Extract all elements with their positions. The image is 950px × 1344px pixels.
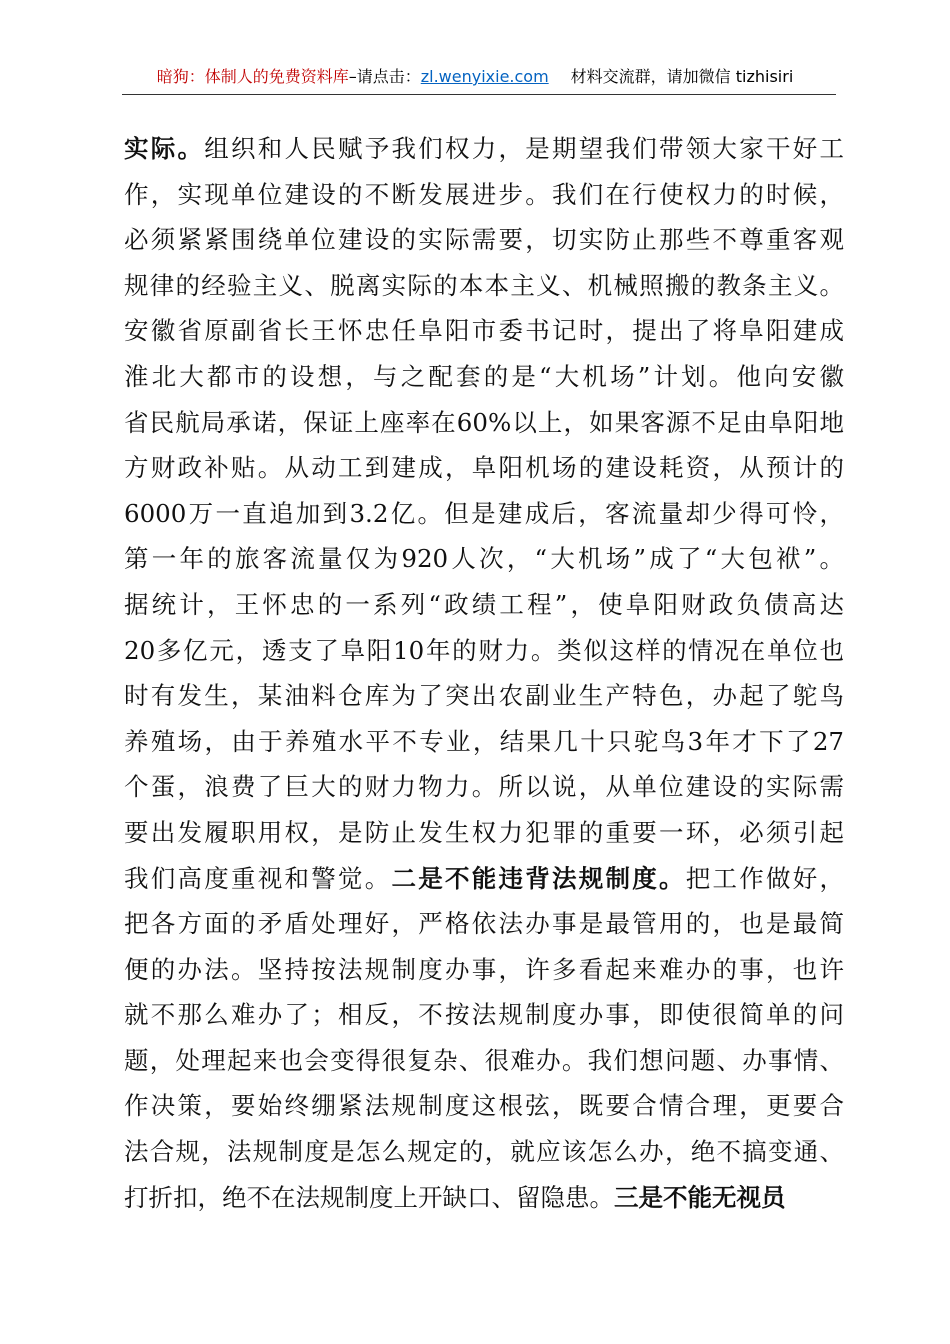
text-line: 必须紧紧围绕单位建设的实际需要，切实防止那些不尊重客观	[124, 225, 844, 255]
text-line: 就不那么难办了；相反，不按法规制度办事，即使很简单的问	[124, 1000, 844, 1030]
text-line: 便的办法。坚持按法规制度办事，许多看起来难办的事，也许	[124, 954, 844, 984]
text-line: 第一年的旅客流量仅为920人次，“大机场”成了“大包袱”。	[124, 544, 844, 574]
text-line: 我们高度重视和警觉。二是不能违背法规制度。把工作做好，	[124, 863, 844, 893]
text-line: 时有发生，某油料仓库为了突出农副业生产特色，办起了鸵鸟	[124, 681, 844, 711]
header-site-link[interactable]: zl.wenyixie.com	[420, 67, 549, 86]
bold-heading: 实际。	[124, 134, 205, 163]
text-line: 据统计，王怀忠的一系列“政绩工程”，使阜阳财政负债高达	[124, 589, 844, 619]
text-line: 作决策，要始终绷紧法规制度这根弦，既要合情合理，更要合	[124, 1091, 844, 1121]
text-line: 作，实现单位建设的不断发展进步。我们在行使权力的时候，	[124, 179, 844, 209]
text-line: 淮北大都市的设想，与之配套的是“大机场”计划。他向安徽	[124, 361, 844, 391]
text-line: 20多亿元，透支了阜阳10年的财力。类似这样的情况在单位也	[124, 635, 844, 665]
text-line: 把各方面的矛盾处理好，严格依法办事是最管用的，也是最简	[124, 909, 844, 939]
text-line: 养殖场，由于养殖水平不专业，结果几十只驼鸟3年才下了27	[124, 726, 844, 756]
text-line: 方财政补贴。从动工到建成，阜阳机场的建设耗资，从预计的	[124, 453, 844, 483]
page-header	[0, 64, 950, 90]
text-line: 题，处理起来也会变得很复杂、很难办。我们想问题、办事情、	[124, 1045, 844, 1075]
text-line: 省民航局承诺，保证上座率在60%以上，如果客源不足由阜阳地	[124, 407, 844, 437]
document-body	[124, 126, 844, 1220]
text-line: 安徽省原副省长王怀忠任阜阳市委书记时，提出了将阜阳建成	[124, 316, 844, 346]
header-divider	[122, 94, 836, 95]
header-click-prompt: –请点击：	[348, 67, 421, 86]
text-line: 实际。组织和人民赋予我们权力，是期望我们带领大家干好工	[124, 134, 844, 163]
text-line: 个蛋，浪费了巨大的财力物力。所以说，从单位建设的实际需	[124, 772, 844, 802]
header-group-text: 材料交流群，请加微信 tizhisiri	[570, 67, 794, 86]
bold-heading: 三是不能无视员	[614, 1182, 786, 1212]
text-line: 规律的经验主义、脱离实际的本本主义、机械照搬的教条主义。	[124, 270, 844, 300]
text-line: 要出发履职用权，是防止发生权力犯罪的重要一环，必须引起	[124, 817, 844, 847]
header-promo-text: 暗狗：体制人的免费资料库	[156, 67, 349, 86]
text-line: 打折扣，绝不在法规制度上开缺口、留隐患。三是不能无视员	[124, 1182, 786, 1212]
text-line: 法合规，法规制度是怎么规定的，就应该怎么办，绝不搞变通、	[124, 1137, 844, 1167]
text-line: 6000万一直追加到3.2亿。但是建成后，客流量却少得可怜，	[124, 498, 844, 528]
bold-heading: 二是不能违背法规制度。	[391, 863, 686, 893]
